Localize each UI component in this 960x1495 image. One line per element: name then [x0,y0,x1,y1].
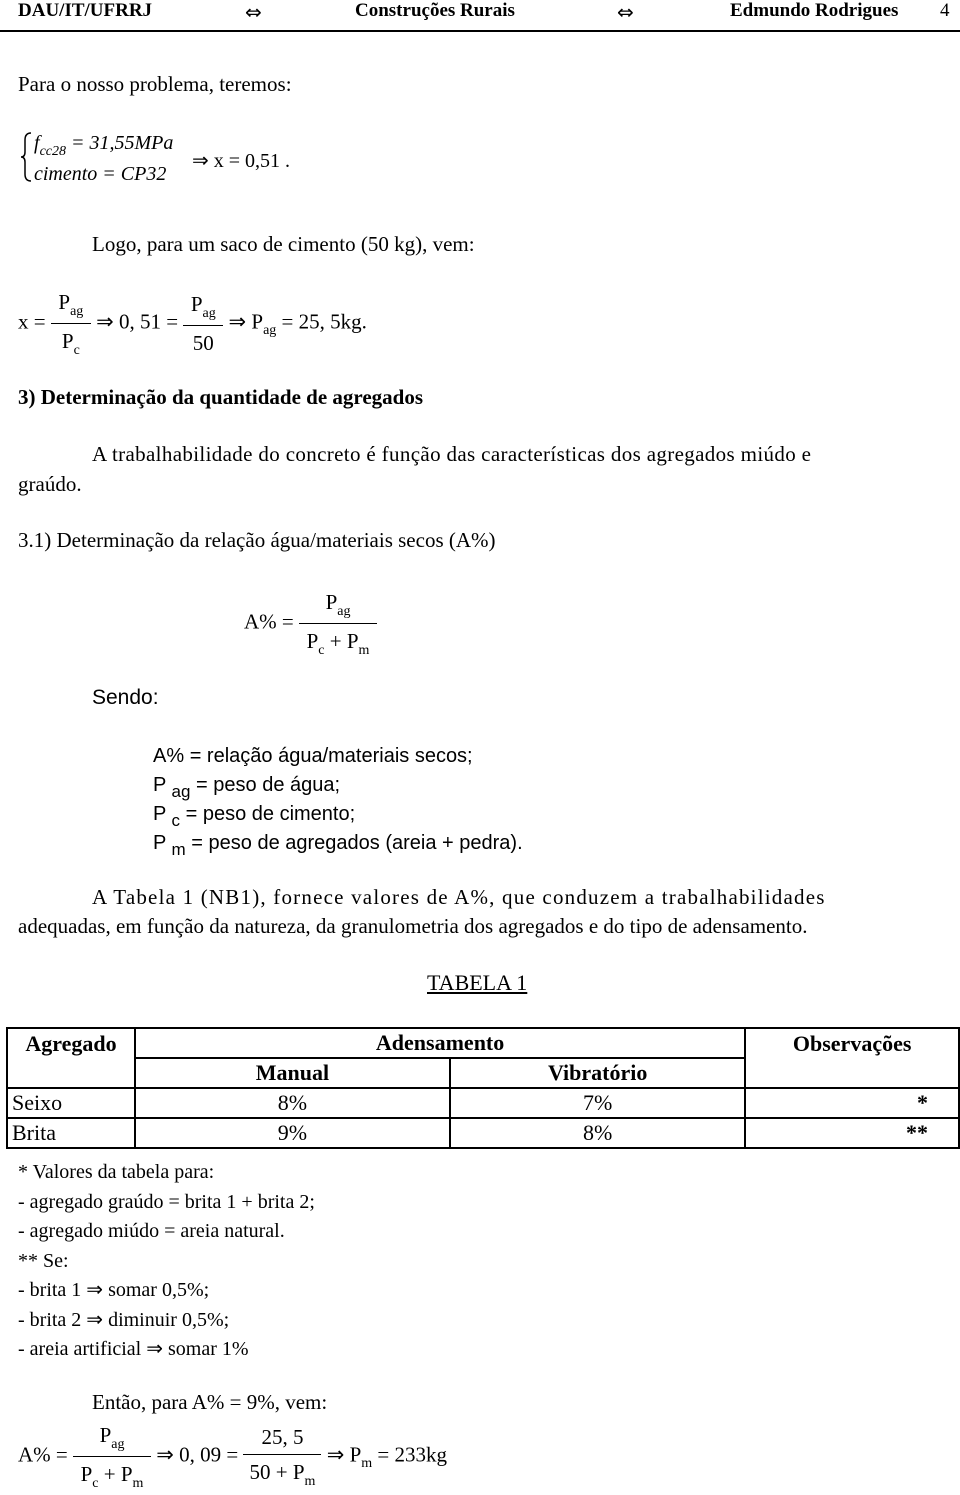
header-author: Edmundo Rodrigues [730,0,899,21]
equation-2: A% = $\frac{P_{ag}}{P_c + P_m}$ [244,585,377,662]
definition-item: P $_c$ = peso de cimento; [153,803,356,830]
cell-manual: 8% [135,1088,450,1118]
header-adensamento: Adensamento [135,1028,745,1058]
entao-text: Então, para A% = 9%, vem: [92,1390,328,1414]
header-institution: DAU/IT/UFRRJ [18,0,153,21]
section-heading-3-1: 3.1) Determinação da relação água/materiais secos (A%) [18,528,496,552]
cell-agregado: Seixo [7,1088,135,1118]
definition-item: A% = relação água/materiais secos; [153,745,473,767]
note-line: - agregado graúdo = brita 1 + brita 2; [18,1190,315,1213]
header-course: Construções Rurais [355,0,515,21]
table-1 [6,1027,960,1149]
paragraph-2-line-2: adequadas, em função da natureza, da granulometria dos agregados e do tipo de adensamento. [18,914,808,938]
cell-obs: * [745,1088,959,1118]
header-vibratorio: Vibratório [450,1058,745,1088]
double-arrow-icon: ⇔ [617,0,634,24]
note-line: - brita 2 ⇒ diminuir 0,5%; [18,1308,230,1331]
cell-agregado: Brita [7,1118,135,1148]
header-agregado: Agregado [7,1028,135,1058]
table-title: TABELA 1 [427,970,528,995]
cell-obs: ** [745,1118,959,1148]
note-line: * Valores da tabela para: [18,1161,215,1183]
paragraph-1-line-1: A trabalhabilidade do concreto é função das características dos agregados miúdo e [92,442,812,466]
definitions-list [153,742,523,858]
page-header [0,0,960,32]
cell-manual: 9% [135,1118,450,1148]
table-row [7,1088,959,1118]
page-number: 4 [940,0,950,21]
note-line: - brita 1 ⇒ somar 0,5%; [18,1279,210,1301]
note-line: ** Se: [18,1249,69,1272]
equation-3: A% = $\frac{P_{ag}}{P_c + P_m}$ ⇒ 0, 09 = $\frac{25, 5}{50 + P_m}$ ⇒ $P_m = 233kg$ [18,1418,447,1495]
system-result: ⇒ x = 0,51 . [192,150,291,172]
header-manual: Manual [135,1058,450,1088]
system-line-2: cimento = CP32 [34,163,167,185]
definition-item: P $_{ag}$ = peso de água; [153,774,341,801]
table-row [7,1118,959,1148]
paragraph-1-line-2: graúdo. [18,472,82,496]
note-line: - agregado miúdo = areia natural. [18,1220,285,1242]
note-line: - areia artificial ⇒ somar 1% [18,1338,249,1360]
cell-vibratorio: 8% [450,1118,745,1148]
intro-text: Para o nosso problema, teremos: [18,72,292,96]
table-notes [18,1158,315,1365]
left-brace-icon [20,132,32,182]
system-line-1: $f_{cc28} = 31,55MPa$ [34,132,174,159]
cell-vibratorio: 7% [450,1088,745,1118]
header-observacoes: Observações [745,1028,959,1058]
sendo-label: Sendo: [92,686,159,709]
section-heading-3: 3) Determinação da quantidade de agregados [18,385,424,409]
equation-1: x = $\frac{P_{ag}}{P_c}$ ⇒ 0, 51 = $\frac{P_{ag}}{50}$ ⇒ $P_{ag} = 25$, 5kg. [18,285,367,362]
double-arrow-icon: ⇔ [245,0,262,24]
definition-item: P $_m$ = peso de agregados (areia + pedra). [153,832,523,859]
logo-text: Logo, para um saco de cimento (50 kg), vem: [92,232,475,256]
paragraph-2-line-1: A Tabela 1 (NB1), fornece valores de A%, que conduzem a trabalhabilidades [92,885,826,909]
